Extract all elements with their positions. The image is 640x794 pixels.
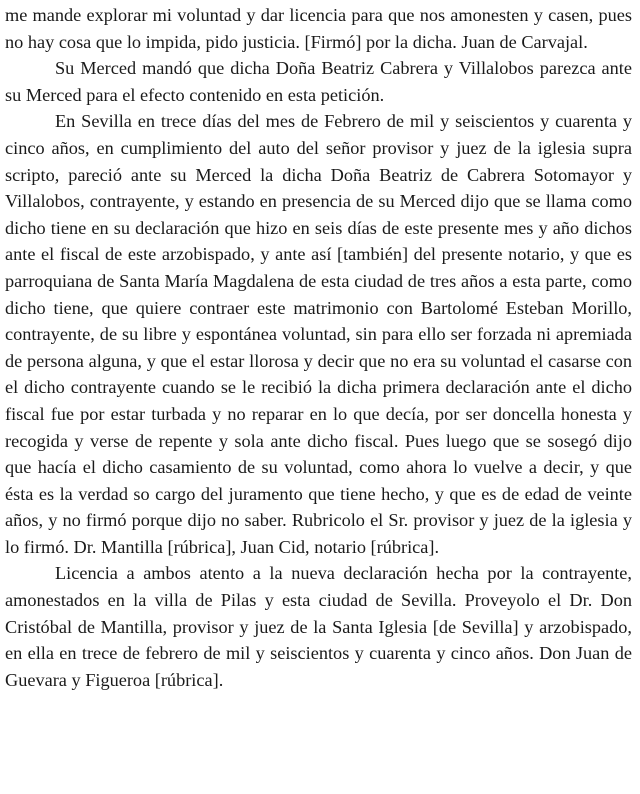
paragraph-continuation: me mande explorar mi voluntad y dar licencia para que nos amonesten y casen, pues no hay cosa que lo impida, pido justicia. [Firmó] por la dicha. Juan de Carvajal. [5,5,632,52]
paragraph-declaration: En Sevilla en trece días del mes de Febrero de mil y seiscientos y cuarenta y cinco años, en cumplimiento del auto del señor provisor y juez de la iglesia supra scripto, pareció ante su Merced la dicha Doña Beatriz de Cabrera Sotomayor y Villalobos, contrayente, y estando en presencia de su Merced dijo que se llama como dicho tiene en su declaración que hizo en seis días de este presente mes y año dichos ante el fiscal de este arzobispado, y ante así [también] del presente notario, y que es parroquiana de Santa María Magdalena de esta ciudad de tres años a esta parte, como dicho tiene, que quiere contraer este matrimonio con Bartolomé Esteban Morillo, contrayente, de su libre y espontánea voluntad, sin para ello ser forzada ni apremiada de persona alguna, y que el estar llorosa y decir que no era su voluntad el casarse con el dicho contrayente cuando se le recibió la dicha primera declaración ante el dicho fiscal fue por estar turbada y no reparar en lo que decía, por ser doncella honesta y recogida y verse de repente y sola ante dicho fiscal. Pues luego que se sosegó dijo que hacía el dicho casamiento de su voluntad, como ahora lo vuelve a decir, y que ésta es la verdad so cargo del juramento que tiene hecho, y que es de edad de veinte años, y no firmó porque dijo no saber. Rubricolo el Sr. provisor y juez de la iglesia y lo firmó. Dr. Mantilla [rúbrica], Juan Cid, notario [rúbrica]. [5,111,632,557]
document-page [5,2,632,693]
paragraph-license: Licencia a ambos atento a la nueva declaración hecha por la contrayente, amonestados en la villa de Pilas y esta ciudad de Sevilla. Proveyolo el Dr. Don Cristóbal de Mantilla, provisor y juez de la Santa Iglesia [de Sevilla] y arzobispado, en ella en trece de febrero de mil y seiscientos y cuarenta y cinco años. Don Juan de Guevara y Figueroa [rúbrica]. [5,563,632,690]
paragraph-order: Su Merced mandó que dicha Doña Beatriz Cabrera y Villalobos parezca ante su Merced para el efecto contenido en esta petición. [5,58,632,105]
